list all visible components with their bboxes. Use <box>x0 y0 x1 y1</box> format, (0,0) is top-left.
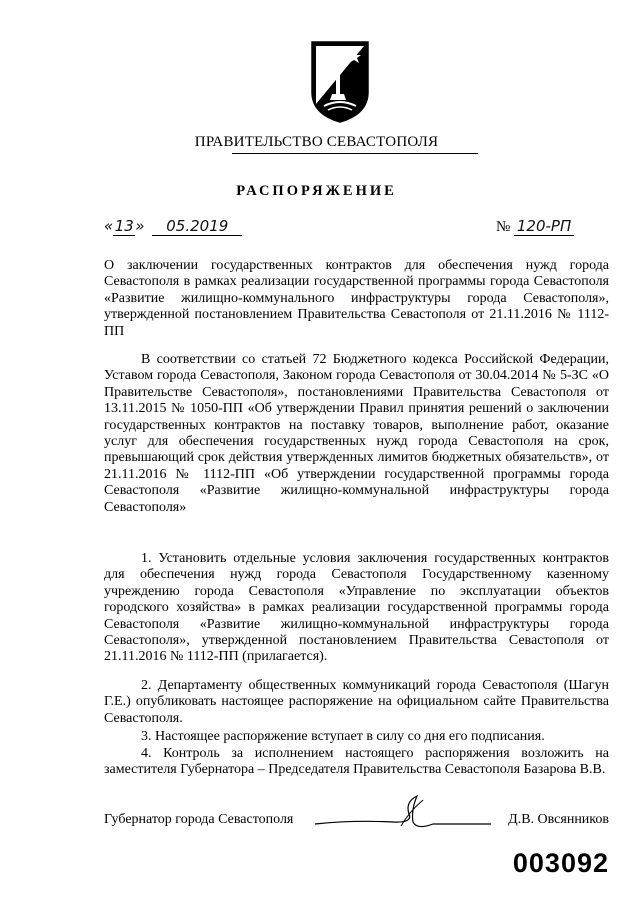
date-day: 13 <box>114 217 134 235</box>
date-month-year: 05.2019 <box>152 217 242 236</box>
date-quote-close: » <box>135 217 145 235</box>
title-underline <box>232 153 478 154</box>
sevastopol-coat-of-arms-icon <box>310 40 370 124</box>
registration-number: 003092 <box>512 848 609 878</box>
document-subject: О заключении государственных контрактов для обеспечения нужд города Севастополя в рамках реализации государственной программы города Севастополя «Развитие жилищно-коммунального инфраструктуры города Севастополя», утвержденной постановлением Правительства Севастополя от 21.11.2016 № 1112-ПП <box>104 258 609 339</box>
number-value: 120-РП <box>514 217 574 236</box>
document-type: РАСПОРЯЖЕНИЕ <box>236 183 397 199</box>
item-4: 4. Контроль за исполнением настоящего распоряжения возложить на заместителя Губернатора – Председателя Правительства Севастополя Базарова В.В. <box>104 746 609 778</box>
item-1: 1. Установить отдельные условия заключения государственных контрактов для обеспечения нужд города Севастополя Государственному казенному учреждению города Севастополя «Управление по эксплуатации объектов городского хозяйства» в рамках реализации государственной программы города Севастополя «Развитие жилищно-коммунальной инфраструктуры города Севастополя», утвержденной постановлением Правительства Севастополя от 21.11.2016 № 1112-ПП (прилагается). <box>104 551 609 665</box>
signatory-position: Губернатор города Севастополя <box>104 812 294 827</box>
document-number <box>496 217 574 236</box>
signatory-name: Д.В. Овсянников <box>508 812 609 827</box>
government-title: ПРАВИТЕЛЬСТВО СЕВАСТОПОЛЯ <box>194 134 439 150</box>
item-3: 3. Настоящее распоряжение вступает в силу со дня его подписания. <box>141 729 545 744</box>
handwritten-signature <box>313 792 493 834</box>
preamble-paragraph: В соответствии со статьей 72 Бюджетного кодекса Российской Федерации, Уставом города Севастополя, Законом города Севастополя от 30.04.2014 № 5-ЗС «О Правительстве Севастополя», постановлениями Правительства Севастополя от 13.11.2015 № 1050-ПП «Об утверждении Правил принятия решений о заключении государственных контрактов на поставку товаров, выполнение работ, оказание услуг для обеспечения государственных нужд города Севастополя на срок, превышающий срок действия утвержденных лимитов бюджетных обязательств», от 21.11.2016 № 1112-ПП «Об утверждении государственной программы города Севастополя «Развитие жилищно-коммунальной инфраструктуры города Севастополя» <box>104 352 609 515</box>
item-2: 2. Департаменту общественных коммуникаций города Севастополя (Шагун Г.Е.) опубликовать настоящее распоряжение на официальном сайте Правительства Севастополя. <box>104 678 609 726</box>
number-prefix: № <box>496 219 511 235</box>
document-date <box>104 217 242 236</box>
date-quote-open: « <box>104 217 114 235</box>
